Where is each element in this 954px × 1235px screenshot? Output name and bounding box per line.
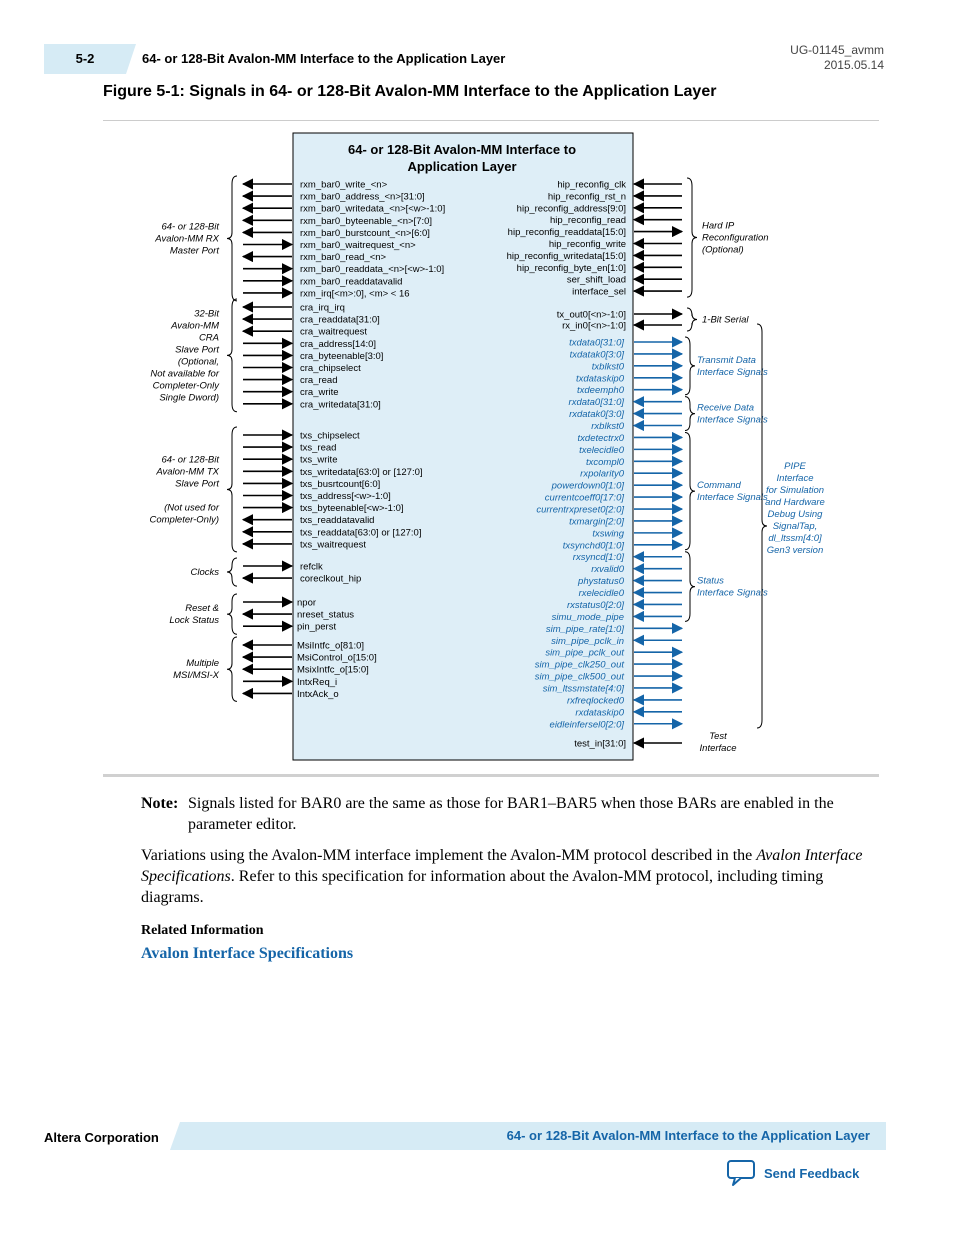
right-group-label-line: 1-Bit Serial <box>702 314 749 326</box>
pipe-signal-label: sim_pipe_clk500_out <box>534 671 624 683</box>
left-group-label-line: Not available for <box>150 368 219 380</box>
feedback-icon <box>726 1159 756 1187</box>
left-group-label-line: 32-Bit <box>194 308 219 320</box>
left-group-label-line: Avalon-MM <box>171 320 219 332</box>
pipe-subgroup-brace <box>685 552 695 622</box>
pipe-signal-label: txdata0[31:0] <box>569 337 624 349</box>
footer-title: 64- or 128-Bit Avalon-MM Interface to the Application Layer <box>506 1128 870 1143</box>
test-group-label-line: Interface <box>699 743 737 754</box>
left-signal-label: MsiIntfc_o[81:0] <box>297 640 365 652</box>
right-group-label-line: (Optional) <box>702 244 744 256</box>
pipe-signal-label: txdetectrx0 <box>577 432 624 444</box>
right-signal-label: hip_reconfig_byte_en[1:0] <box>516 262 626 274</box>
pipe-group-brace <box>757 324 767 728</box>
left-signal-label: rxm_bar0_write_<n> <box>300 179 388 191</box>
body-paragraph <box>141 845 881 908</box>
left-signal-label: cra_chipselect <box>300 363 361 374</box>
pipe-group-label-line: Debug Using <box>767 509 823 520</box>
right-group-label-line: Reconfiguration <box>702 232 769 244</box>
left-group-label-line: Clocks <box>190 567 219 579</box>
pipe-signal-label: txmargin[2:0] <box>569 516 624 528</box>
pipe-signal-label: txsynchd0[1:0] <box>562 540 624 552</box>
left-group-label-line: CRA <box>198 332 219 344</box>
left-signal-label: cra_writedata[31:0] <box>300 399 381 411</box>
left-group-brace <box>227 176 237 301</box>
right-signal-label: hip_reconfig_read <box>549 215 626 227</box>
right-group-brace <box>687 178 697 297</box>
pipe-signal-label: phystatus0 <box>578 576 624 588</box>
left-group-label-line: Single Dword) <box>159 392 219 404</box>
left-group-label-line: Completer-Only <box>152 380 219 392</box>
left-signal-label: nreset_status <box>297 609 355 621</box>
paragraph-italic: Avalon Interface Specifications <box>141 847 863 885</box>
doc-id: UG-01145_avmm <box>790 43 884 57</box>
right-signal-label: hip_reconfig_rst_n <box>547 191 626 203</box>
pipe-subgroup-brace <box>685 432 695 549</box>
pipe-signal-label: txdatak0[3:0] <box>569 349 624 361</box>
left-signal-label: IntxAck_o <box>297 688 339 700</box>
pipe-subgroup-label-line: Transmit Data <box>697 354 756 366</box>
test-signal-label: test_in[31:0] <box>574 738 626 750</box>
left-group-label-line: Avalon-MM TX <box>156 466 219 478</box>
left-signal-label: txs_readdata[63:0] or [127:0] <box>300 527 422 539</box>
footer-company: Altera Corporation <box>44 1130 159 1145</box>
left-group-label-line: 64- or 128-Bit <box>161 454 219 466</box>
left-signal-label: IntxReq_i <box>297 676 338 688</box>
pipe-group-label-line: Gen3 version <box>766 545 824 556</box>
pipe-signal-label: sim_pipe_rate[1:0] <box>545 623 624 635</box>
test-group-label-line: Test <box>709 731 727 742</box>
left-group-label-line: Completer-Only) <box>149 514 219 526</box>
note-text: Signals listed for BAR0 are the same as those for BAR1–BAR5 when those BARs are enabled in the parameter editor. <box>188 795 834 833</box>
right-signal-label: hip_reconfig_address[9:0] <box>516 203 626 215</box>
pipe-signal-label: txelecidle0 <box>579 444 624 456</box>
send-feedback-button[interactable] <box>726 1158 859 1188</box>
left-signal-label: cra_irq_irq <box>300 302 345 314</box>
pipe-signal-label: sim_ltssmstate[4:0] <box>542 683 624 695</box>
left-signal-label: rxm_bar0_readdata_<n>[<w>-1:0] <box>300 264 445 276</box>
left-signal-label: rxm_bar0_byteenable_<n>[7:0] <box>300 215 433 227</box>
chapter-title: 64- or 128-Bit Avalon-MM Interface to the Application Layer <box>142 51 506 66</box>
left-group-brace <box>227 558 237 586</box>
pipe-subgroup-label-line: Status <box>697 575 724 587</box>
pipe-group-label-line: for Simulation <box>765 485 825 496</box>
pipe-signal-label: powerdown0[1:0] <box>551 480 624 492</box>
pipe-signal-label: rxdata0[31:0] <box>568 397 624 409</box>
left-signal-label: cra_address[14:0] <box>300 338 377 350</box>
left-signal-label: txs_byteenable[<w>-1:0] <box>300 503 404 515</box>
related-info-heading: Related Information <box>141 923 264 938</box>
left-group-label-line: Reset & <box>185 603 219 615</box>
left-signal-label: txs_address[<w>-1:0] <box>300 491 391 502</box>
pipe-signal-label: txblkst0 <box>591 361 624 373</box>
figure-bottom-rule <box>103 774 879 777</box>
left-signal-label: rxm_bar0_readdatavalid <box>300 276 403 288</box>
left-signal-label: txs_waitrequest <box>300 539 367 551</box>
right-signal-label: hip_reconfig_clk <box>557 179 626 191</box>
page-number: 5-2 <box>75 51 95 66</box>
pipe-subgroup-label-line: Interface Signals <box>697 587 768 599</box>
left-group-label-line: 64- or 128-Bit <box>161 221 219 233</box>
left-group-label-line: (Optional, <box>177 356 219 368</box>
left-signal-label: coreclkout_hip <box>300 573 362 585</box>
right-group-brace <box>687 308 697 331</box>
left-group-brace <box>227 637 237 701</box>
pipe-subgroup-brace <box>685 337 695 395</box>
left-signal-label: txs_busrtcount[6:0] <box>300 478 381 490</box>
left-group-brace <box>227 299 237 412</box>
footer-bar-edge <box>170 1122 180 1150</box>
pipe-signal-label: rxsyncd[1:0] <box>572 552 624 564</box>
left-group-label-line: Lock Status <box>169 615 219 627</box>
pipe-signal-label: txcompl0 <box>585 456 624 468</box>
doc-date: 2015.05.14 <box>823 58 884 72</box>
pipe-signal-label: rxblkst0 <box>591 421 624 433</box>
send-feedback-label: Send Feedback <box>764 1165 860 1181</box>
left-signal-label: cra_write <box>300 387 339 399</box>
left-signal-label: rxm_bar0_read_<n> <box>300 252 387 264</box>
pipe-subgroup-brace <box>685 397 695 431</box>
pipe-signal-label: simu_mode_pipe <box>551 611 624 623</box>
note-label: Note: <box>141 795 179 812</box>
left-signal-label: refclk <box>300 561 323 573</box>
left-group-label-line: Multiple <box>186 658 219 670</box>
left-group-label-line: Slave Port <box>175 344 219 356</box>
pipe-group-label-line: Interface <box>776 473 814 484</box>
right-signal-label: hip_reconfig_writedata[15:0] <box>506 250 626 262</box>
pipe-subgroup-label-line: Command <box>697 480 741 492</box>
left-group-brace <box>227 594 237 634</box>
left-signal-label: txs_writedata[63:0] or [127:0] <box>300 466 423 478</box>
pipe-signal-label: currentrxpreset0[2:0] <box>536 504 624 516</box>
pipe-subgroup-label-line: Interface Signals <box>697 366 768 378</box>
left-signal-label: rxm_bar0_burstcount_<n>[6:0] <box>300 227 430 239</box>
right-signal-label: tx_out0[<n>-1:0] <box>556 309 626 321</box>
left-signal-label: txs_readdatavalid <box>300 515 375 527</box>
left-group-brace <box>227 427 237 552</box>
left-signal-label: cra_readdata[31:0] <box>300 314 380 326</box>
right-group-label-line: Hard IP <box>702 220 735 232</box>
right-signal-label: hip_reconfig_write <box>548 239 626 250</box>
block-title-line2: Application Layer <box>407 159 517 174</box>
left-signal-label: cra_read <box>300 375 338 387</box>
left-signal-label: cra_waitrequest <box>300 326 368 338</box>
left-group-label-line: Master Port <box>169 245 219 257</box>
left-signal-label: txs_chipselect <box>300 430 360 442</box>
left-signal-label: rxm_bar0_waitrequest_<n> <box>300 240 416 251</box>
left-signal-label: rxm_irq[<m>:0], <m> < 16 <box>300 288 410 300</box>
left-group-label-line: Slave Port <box>175 478 219 490</box>
left-signal-label: rxm_bar0_address_<n>[31:0] <box>300 191 425 203</box>
left-signal-label: txs_write <box>300 454 338 466</box>
left-signal-label: rxm_bar0_writedata_<n>[<w>-1:0] <box>300 203 446 215</box>
right-signal-label: ser_shift_load <box>566 274 626 286</box>
pipe-signal-label: eidleinfersel0[2:0] <box>549 719 624 731</box>
pipe-signal-label: currentcoeff0[17:0] <box>544 492 624 504</box>
pipe-signal-label: txswing <box>592 528 624 540</box>
left-group-label-line: MSI/MSI-X <box>173 670 219 682</box>
left-signal-label: cra_byteenable[3:0] <box>300 350 384 362</box>
pipe-signal-label: rxdatak0[3:0] <box>569 409 624 421</box>
pipe-signal-label: sim_pipe_clk250_out <box>534 659 624 671</box>
pipe-signal-label: rxfreqlocked0 <box>566 695 624 707</box>
pipe-group-label-line: dl_ltssm[4:0] <box>768 533 822 544</box>
paragraph-text-1: Variations using the Avalon-MM interface implement the Avalon-MM protocol described in the <box>141 847 757 864</box>
pipe-subgroup-label-line: Receive Data <box>697 402 755 414</box>
pipe-signal-label: rxvalid0 <box>591 564 624 576</box>
pipe-signal-label: rxelecidle0 <box>578 588 624 600</box>
right-signal-label: rx_in0[<n>-1:0] <box>562 320 626 332</box>
pipe-group-label-line: and Hardware <box>765 497 825 508</box>
paragraph-text-2: . Refer to this specification for information about the Avalon-MM protocol, including timing diagrams. <box>141 868 824 906</box>
block-title-line1: 64- or 128-Bit Avalon-MM Interface to <box>347 142 577 157</box>
left-group-label-line: Avalon-MM RX <box>155 233 219 245</box>
pipe-group-label-line: PIPE <box>784 461 806 472</box>
pipe-signal-label: rxstatus0[2:0] <box>566 599 624 611</box>
pipe-group-label-line: SignalTap, <box>772 521 818 532</box>
pipe-subgroup-label-line: Interface Signals <box>697 492 768 504</box>
right-signal-label: interface_sel <box>572 286 626 298</box>
left-group-label-line: (Not used for <box>164 502 219 514</box>
pipe-signal-label: txdataskip0 <box>575 373 624 385</box>
left-signal-label: txs_read <box>300 442 337 454</box>
figure-title: Figure 5-1: Signals in 64- or 128-Bit Avalon-MM Interface to the Application Layer <box>103 83 717 100</box>
left-signal-label: MsiControl_o[15:0] <box>297 652 377 664</box>
pipe-signal-label: txdeemph0 <box>576 385 624 397</box>
left-signal-label: npor <box>297 597 317 609</box>
pipe-signal-label: sim_pipe_pclk_in <box>551 635 624 647</box>
avalon-spec-link[interactable]: Avalon Interface Specifications <box>141 945 354 962</box>
right-signal-label: hip_reconfig_readdata[15:0] <box>507 227 626 239</box>
left-signal-label: pin_perst <box>297 621 337 633</box>
pipe-subgroup-label-line: Interface Signals <box>697 414 768 426</box>
left-signal-label: MsixIntfc_o[15:0] <box>297 664 369 676</box>
pipe-signal-label: rxpolarity0 <box>580 468 624 480</box>
pipe-signal-label: sim_pipe_pclk_out <box>545 647 624 659</box>
pipe-signal-label: rxdataskip0 <box>575 707 624 719</box>
